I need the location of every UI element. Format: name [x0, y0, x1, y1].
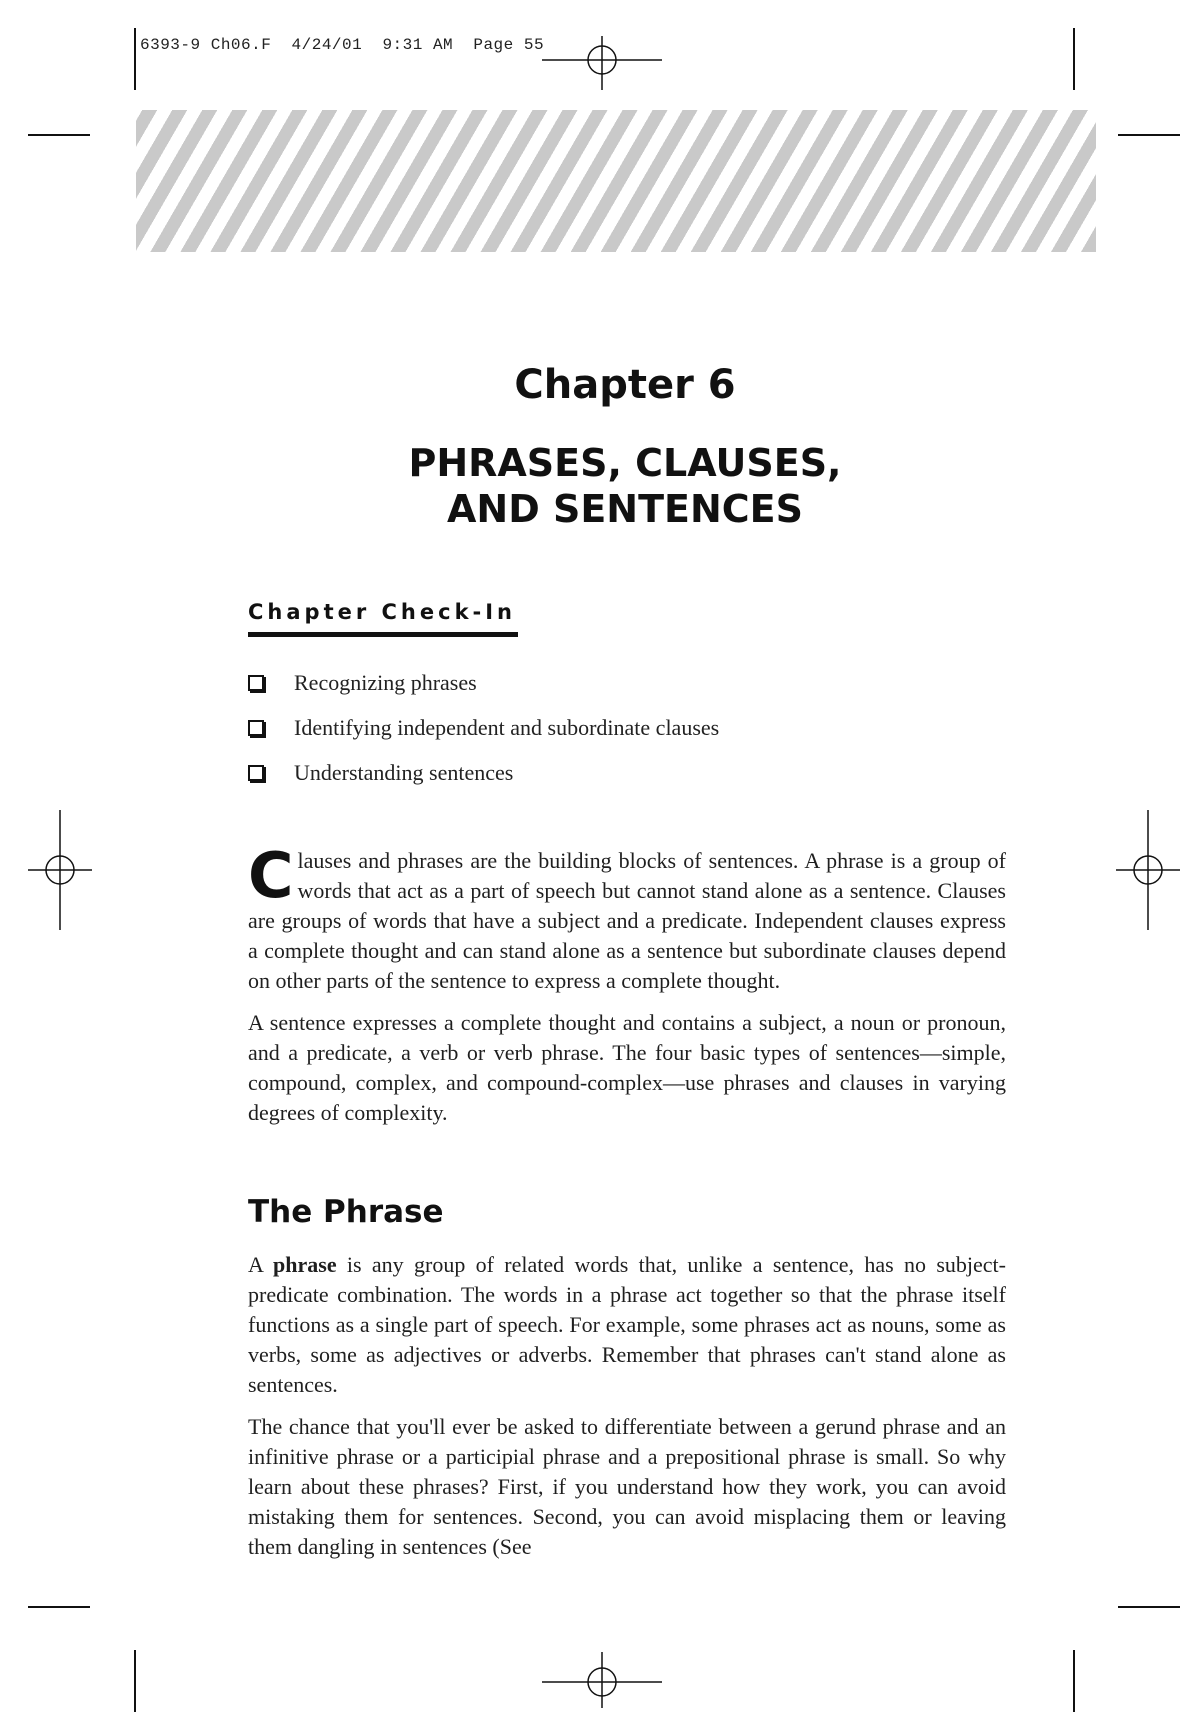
check-in-heading: Chapter Check-In	[248, 600, 517, 624]
crop-mark-top-left-v	[134, 28, 136, 90]
intro-paragraph-2: A sentence expresses a complete thought and contains a subject, a noun or pronoun, and a predicate, a verb or verb phrase. The four basic types of sentences—simple, compound, complex, and compound-complex—use phrases and clauses in varying degrees of complexity.	[248, 1010, 1006, 1125]
key-term: phrase	[273, 1252, 337, 1277]
registration-mark-bottom	[542, 1648, 662, 1708]
check-in-rule	[248, 632, 518, 637]
crop-mark-top-left-h	[28, 134, 90, 136]
intro-paragraph-1-text: lauses and phrases are the building blocks of sentences. A phrase is a group of words that act as a part of speech but cannot stand alone as a sentence. Clauses are groups of words that have a subject and a predicate. Independent clauses express a complete thought and can stand alone as a sentence but subordinate clauses depend on other parts of the sentence to express a complete thought.	[248, 848, 1006, 993]
registration-mark-right	[1116, 810, 1180, 930]
printer-slug-line: 6393-9 Ch06.F 4/24/01 9:31 AM Page 55	[140, 36, 545, 54]
crop-mark-top-right-h	[1118, 134, 1180, 136]
drop-cap: C	[248, 839, 294, 912]
section-paragraph-2: The chance that you'll ever be asked to differentiate between a gerund phrase and an infinitive phrase or a participial phrase and a prepositional phrase is small. So why learn about these phrases? First, if you understand how they work, you can avoid mistaking them for sentences. Second, you can avoid misplacing them or leaving them dangling in sentences (See	[248, 1414, 1006, 1559]
check-in-item-label: Understanding sentences	[294, 759, 514, 785]
crop-mark-bottom-right-v	[1073, 1650, 1075, 1712]
checkbox-icon	[248, 765, 264, 781]
check-in-list	[248, 660, 719, 795]
check-in-item-label: Identifying independent and subordinate clauses	[294, 714, 720, 740]
intro-paragraph-1	[248, 839, 1006, 996]
crop-mark-top-right-v	[1073, 28, 1075, 90]
crop-mark-bottom-left-v	[134, 1650, 136, 1712]
crop-mark-bottom-left-h	[28, 1606, 90, 1608]
check-in-item	[248, 660, 719, 705]
registration-mark-left	[28, 810, 92, 930]
decorative-striped-band	[136, 110, 1096, 252]
section-paragraph-1	[248, 1250, 1006, 1400]
section-heading: The Phrase	[248, 1194, 444, 1230]
check-in-item	[248, 750, 719, 795]
section-paragraph-1-rest: is any group of related words that, unlike a sentence, has no subject-predicate combination. The words in a phrase act together so that the phrase itself functions as a single part of speech. For example, some phrases act as nouns, some as verbs, some as adjectives or adverbs. Remember that phrases can't stand alone as sentences.	[248, 1252, 1006, 1397]
chapter-title-line-1: PHRASES, CLAUSES,	[408, 441, 842, 485]
check-in-item-label: Recognizing phrases	[294, 669, 477, 695]
section-text	[248, 1250, 1006, 1574]
chapter-number: Chapter 6	[514, 362, 736, 408]
chapter-title	[0, 440, 1200, 532]
checkbox-icon	[248, 720, 264, 736]
check-in-item	[248, 705, 719, 750]
section-paragraph-1-start: A	[248, 1252, 274, 1277]
intro-text	[248, 839, 1006, 1140]
chapter-title-line-2: AND SENTENCES	[446, 487, 803, 531]
crop-mark-bottom-right-h	[1118, 1606, 1180, 1608]
checkbox-icon	[248, 675, 264, 691]
registration-mark-top	[542, 36, 662, 96]
